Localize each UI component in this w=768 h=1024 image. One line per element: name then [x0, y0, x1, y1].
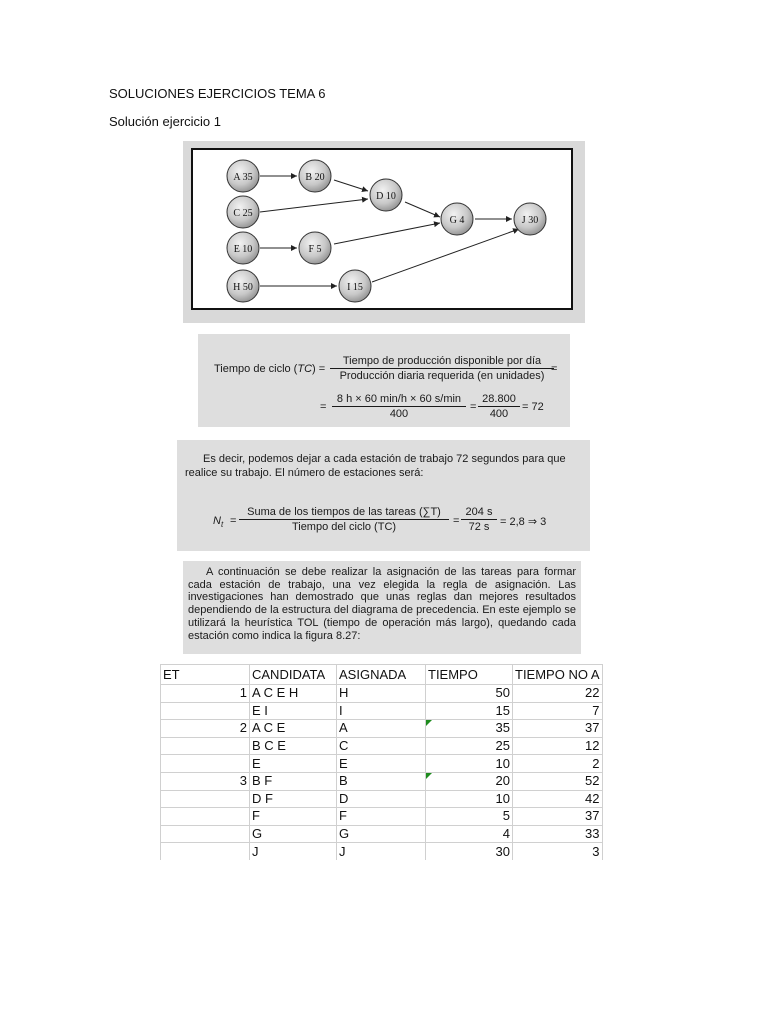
cell-candidata[interactable]: D F	[250, 790, 337, 808]
cell-tiempo-no-asignado[interactable]: 12	[513, 737, 603, 755]
cell-tiempo[interactable]: 4	[426, 825, 513, 843]
cell-tiempo-no-asignado[interactable]: 42	[513, 790, 603, 808]
cell-asignada[interactable]: H	[337, 685, 426, 703]
svg-text:F 5: F 5	[308, 244, 322, 255]
header-et: ET	[161, 665, 250, 685]
cell-asignada[interactable]: B	[337, 772, 426, 790]
cell-asignada[interactable]: C	[337, 737, 426, 755]
cell-tiempo-no-asignado[interactable]: 37	[513, 808, 603, 826]
header-asignada: ASIGNADA	[337, 665, 426, 685]
stations-fraction-2: $\frac{204 s}{72 s}$	[461, 506, 497, 533]
cycle-time-lhs: Tiempo de ciclo (TC) =	[214, 363, 326, 375]
cell-tiempo-no-asignado[interactable]: 3	[513, 843, 603, 860]
cell-asignada[interactable]: J	[337, 843, 426, 860]
cell-tiempo[interactable]: 30	[426, 843, 513, 860]
cell-candidata[interactable]: G	[250, 825, 337, 843]
assignment-paragraph: A continuación se debe realizar la asignación de las tareas para formar cada estación de trabajo, una vez elegida la regla de asignación. Las investigaciones han demostrado que unas reglas dan mejores resultados dependiendo de la estructura del diagrama de precedencia. En este ejemplo se utilizará la heurística TOL (tiempo de operación más largo), quedando cada estación como indica la figura 8.27:	[188, 566, 576, 642]
cell-et[interactable]: 1	[161, 685, 250, 703]
equals-sign: =	[230, 515, 237, 527]
cycle-time-result: = 72	[522, 401, 544, 413]
header-candidata: CANDIDATA	[250, 665, 337, 685]
svg-text:H 50: H 50	[233, 282, 253, 293]
edge-c-d	[260, 199, 368, 212]
node-d	[370, 179, 402, 211]
cell-candidata[interactable]: A C E	[250, 720, 337, 738]
precedence-diagram-panel	[183, 141, 585, 323]
assignment-table-container	[160, 664, 607, 860]
cell-tiempo[interactable]: 10	[426, 790, 513, 808]
svg-text:E 10: E 10	[233, 244, 253, 255]
cell-value: 20	[495, 773, 510, 789]
cell-candidata[interactable]: B C E	[250, 737, 337, 755]
cycle-time-fraction-1: Tiempo de producción disponible por día Producción diaria requerida (en unidades)	[330, 355, 554, 382]
stations-fraction-1: Suma de los tiempos de las tareas (∑T) Tiempo del ciclo (TC)	[239, 506, 449, 533]
cell-value: 35	[495, 720, 510, 736]
cell-asignada[interactable]: D	[337, 790, 426, 808]
cell-asignada[interactable]: A	[337, 720, 426, 738]
cell-et[interactable]	[161, 825, 250, 843]
precedence-diagram-frame	[191, 148, 573, 310]
svg-text:C 25: C 25	[233, 208, 253, 219]
document-subtitle: Solución ejercicio 1	[109, 114, 222, 129]
comment-indicator-icon	[426, 720, 432, 726]
stations-lhs: $N_t$	[213, 515, 224, 530]
table-row	[161, 825, 603, 843]
cell-candidata[interactable]: B F	[250, 772, 337, 790]
cell-asignada[interactable]: I	[337, 702, 426, 720]
cell-candidata[interactable]: E	[250, 755, 337, 773]
cell-tiempo[interactable]: 50	[426, 685, 513, 703]
cell-candidata[interactable]: A C E H	[250, 685, 337, 703]
node-c	[227, 196, 259, 228]
equals-sign: =	[551, 363, 558, 375]
table-row	[161, 685, 603, 703]
stations-formula	[177, 440, 590, 551]
node-b	[299, 160, 331, 192]
cell-asignada[interactable]: G	[337, 825, 426, 843]
stations-intro-line-1: Es decir, podemos dejar a cada estación de trabajo 72 segundos para que	[203, 453, 566, 465]
equals-sign: =	[470, 401, 477, 413]
cell-candidata[interactable]: J	[250, 843, 337, 860]
equals-sign: =	[453, 515, 460, 527]
equals-sign: =	[320, 401, 327, 413]
node-g	[441, 203, 473, 235]
edge-b-d	[334, 180, 368, 191]
cell-et[interactable]	[161, 808, 250, 826]
cycle-time-fraction-2: 8 h × 60 min/h × 60 s/min 400	[332, 393, 466, 420]
node-i	[339, 270, 371, 302]
cell-tiempo-no-asignado[interactable]: 22	[513, 685, 603, 703]
header-tiempo-no-asignado: TIEMPO NO A	[513, 665, 603, 685]
cell-tiempo[interactable]	[426, 772, 513, 790]
cycle-time-fraction-3: $\frac{28.800}{400}$	[478, 393, 520, 420]
cell-tiempo[interactable]: 25	[426, 737, 513, 755]
cell-tiempo-no-asignado[interactable]: 37	[513, 720, 603, 738]
table-row	[161, 755, 603, 773]
precedence-diagram	[193, 150, 571, 308]
node-h	[227, 270, 259, 302]
svg-text:D 10: D 10	[376, 191, 396, 202]
cell-et[interactable]	[161, 755, 250, 773]
svg-text:B 20: B 20	[305, 172, 325, 183]
stations-intro-line-2: realice su trabajo. El número de estaciones será:	[185, 467, 424, 479]
table-row	[161, 772, 603, 790]
node-j	[514, 203, 546, 235]
cell-et[interactable]	[161, 790, 250, 808]
cell-et[interactable]	[161, 737, 250, 755]
table-row	[161, 737, 603, 755]
cell-tiempo-no-asignado[interactable]: 52	[513, 772, 603, 790]
cell-asignada[interactable]: F	[337, 808, 426, 826]
cell-et[interactable]: 3	[161, 772, 250, 790]
assignment-explanation	[183, 561, 581, 654]
svg-text:J 30: J 30	[521, 215, 539, 226]
cell-tiempo[interactable]	[426, 720, 513, 738]
cell-tiempo[interactable]: 5	[426, 808, 513, 826]
cycle-time-formula	[198, 334, 570, 427]
node-f	[299, 232, 331, 264]
header-tiempo: TIEMPO	[426, 665, 513, 685]
node-a	[227, 160, 259, 192]
stations-result: = 2,8 ⇒ 3	[500, 516, 547, 528]
table-row	[161, 790, 603, 808]
svg-text:I 15: I 15	[347, 282, 363, 293]
assignment-table	[160, 664, 603, 860]
edge-f-g	[334, 223, 440, 244]
cell-tiempo-no-asignado[interactable]: 33	[513, 825, 603, 843]
table-header-row	[161, 665, 603, 685]
cell-et[interactable]: 2	[161, 720, 250, 738]
cell-et[interactable]	[161, 843, 250, 860]
svg-text:A 35: A 35	[233, 172, 253, 183]
cell-candidata[interactable]: E I	[250, 702, 337, 720]
cell-candidata[interactable]: F	[250, 808, 337, 826]
table-row	[161, 702, 603, 720]
cell-tiempo-no-asignado[interactable]: 7	[513, 702, 603, 720]
cell-tiempo[interactable]: 15	[426, 702, 513, 720]
table-row	[161, 843, 603, 860]
node-e	[227, 232, 259, 264]
cell-asignada[interactable]: E	[337, 755, 426, 773]
edge-d-g	[405, 202, 440, 217]
cell-et[interactable]	[161, 702, 250, 720]
edge-i-j	[372, 229, 519, 282]
table-row	[161, 808, 603, 826]
table-row	[161, 720, 603, 738]
svg-text:G 4: G 4	[449, 215, 465, 226]
comment-indicator-icon	[426, 773, 432, 779]
cell-tiempo[interactable]: 10	[426, 755, 513, 773]
document-title: SOLUCIONES EJERCICIOS TEMA 6	[109, 86, 326, 101]
cell-tiempo-no-asignado[interactable]: 2	[513, 755, 603, 773]
